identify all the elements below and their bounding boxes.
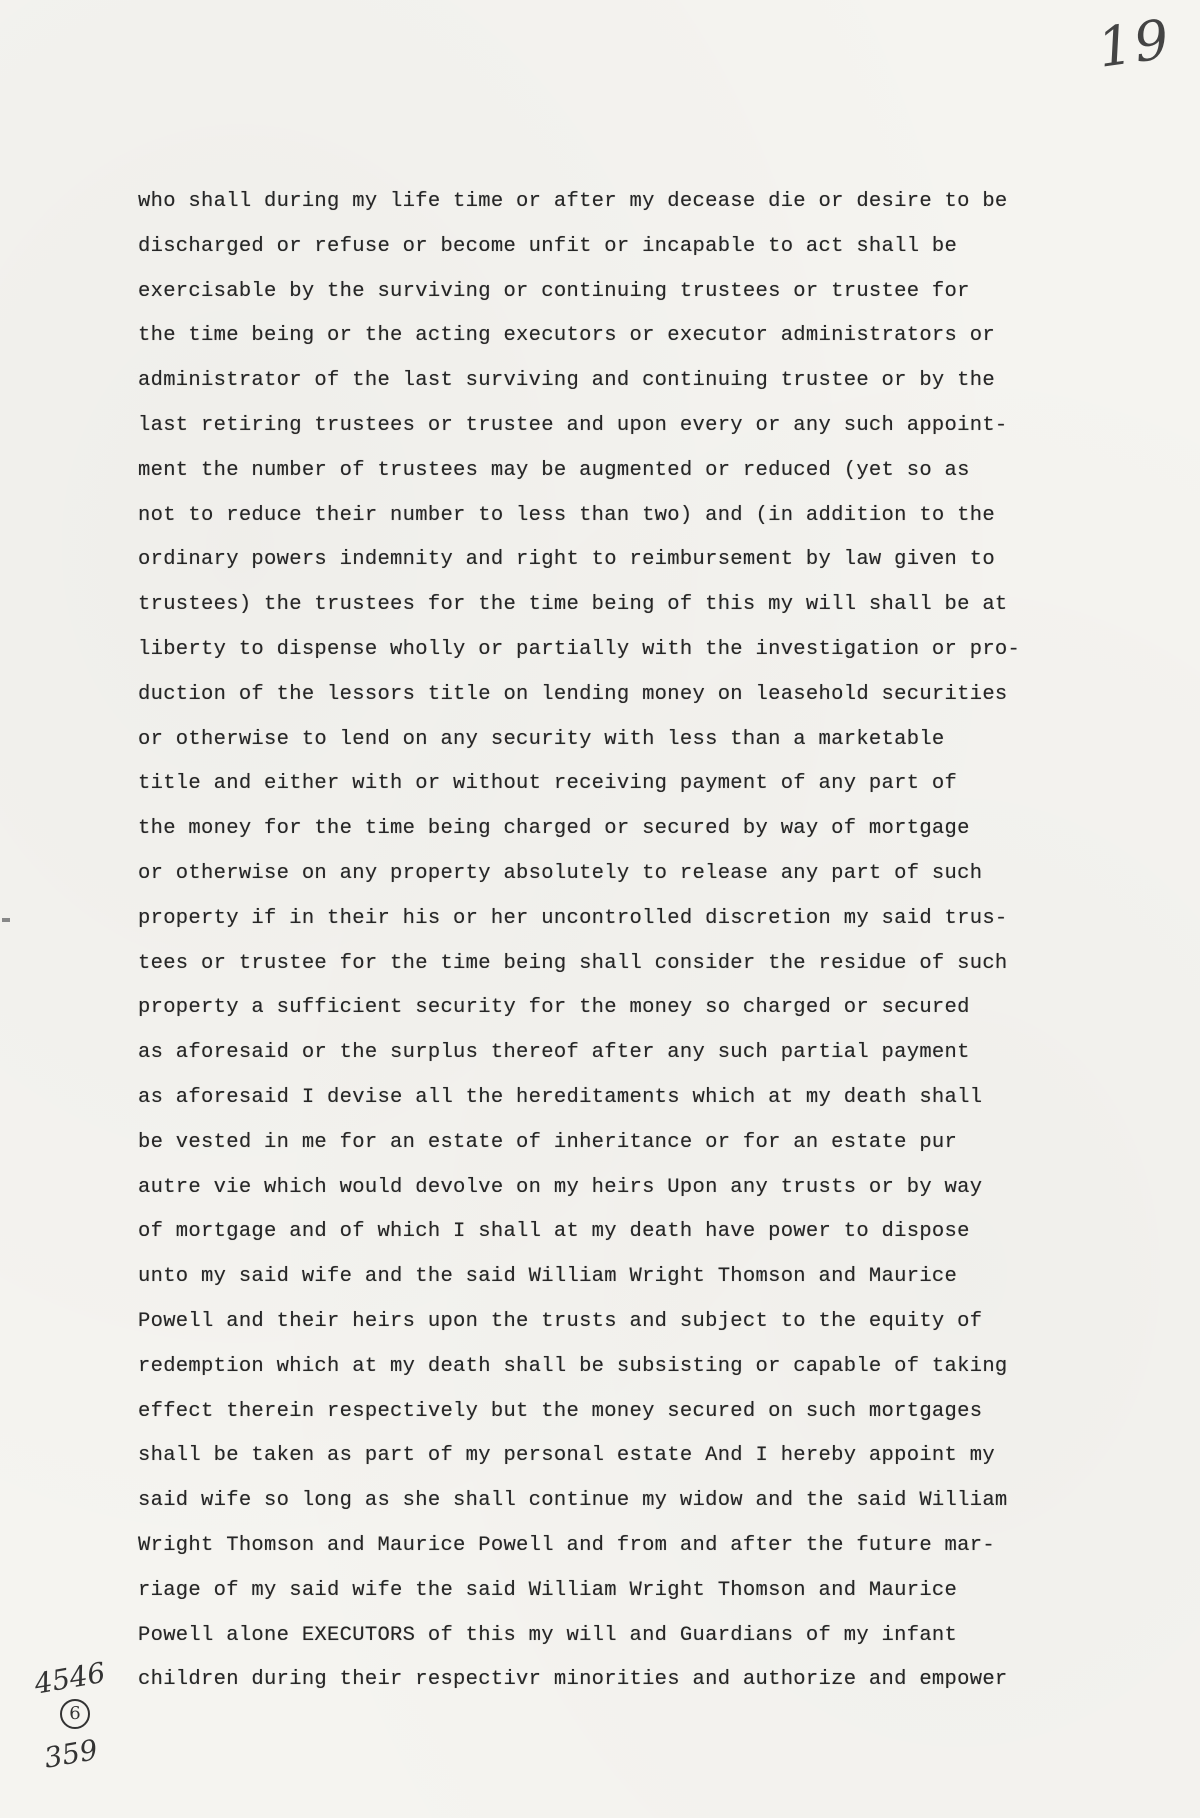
text-line: effect therein respectively but the money secured on such mortgages [138,1399,983,1423]
text-line: ment the number of trustees may be augmented or reduced (yet so as [138,458,970,482]
margin-note-number: 359 [41,1733,101,1775]
text-line: or otherwise on any property absolutely to release any part of such [138,861,983,885]
text-line: tees or trustee for the time being shall consider the residue of such [138,951,1008,975]
text-line: Powell and their heirs upon the trusts and subject to the equity of [138,1309,983,1333]
text-line: ordinary powers indemnity and right to reimbursement by law given to [138,548,995,572]
margin-note-circled-number: 6 [60,1699,90,1729]
text-line: said wife so long as she shall continue my widow and the said William [138,1489,1008,1513]
text-line: shall be taken as part of my personal estate And I hereby appoint my [138,1444,995,1468]
text-line: of mortgage and of which I shall at my death have power to dispose [138,1220,970,1244]
text-line: be vested in me for an estate of inheritance or for an estate pur [138,1130,958,1154]
text-line: exercisable by the surviving or continuing trustees or trustee for [138,279,970,303]
text-line: Wright Thomson and Maurice Powell and from and after the future mar- [138,1533,995,1557]
margin-tick-mark [2,918,10,922]
text-line: duction of the lessors title on lending money on leasehold securities [138,682,1008,706]
text-line: children during their respectivr minorities and authorize and empower [138,1668,1008,1692]
body-text [138,180,1178,1703]
handwritten-margin-note [30,1655,125,1775]
text-line: autre vie which would devolve on my heirs Upon any trusts or by way [138,1175,983,1199]
text-line: who shall during my life time or after my decease die or desire to be [138,190,1008,213]
text-line: Powell alone EXECUTORS of this my will and Guardians of my infant [138,1623,958,1647]
text-line: redemption which at my death shall be subsisting or capable of taking [138,1354,1008,1378]
text-line: title and either with or without receiving payment of any part of [138,772,958,796]
text-line: not to reduce their number to less than two) and (in addition to the [138,503,995,527]
text-line: the money for the time being charged or secured by way of mortgage [138,817,970,841]
text-line: riage of my said wife the said William Wright Thomson and Maurice [138,1578,958,1602]
text-line: the time being or the acting executors or executor administrators or [138,324,995,348]
page-number: 19 [1093,7,1175,80]
text-line: last retiring trustees or trustee and upon every or any such appoint- [138,413,1008,437]
text-line: discharged or refuse or become unfit or incapable to act shall be [138,234,958,258]
text-line: trustees) the trustees for the time being of this my will shall be at [138,593,1008,617]
text-line: administrator of the last surviving and continuing trustee or by the [138,369,995,393]
text-line: liberty to dispense wholly or partially with the investigation or pro- [138,637,1021,661]
margin-note-number: 4546 [31,1655,108,1701]
text-line: as aforesaid or the surplus thereof after any such partial payment [138,1041,970,1065]
text-line: property a sufficient security for the money so charged or secured [138,996,970,1020]
text-line: or otherwise to lend on any security with less than a marketable [138,727,945,751]
text-line: as aforesaid I devise all the hereditaments which at my death shall [138,1085,983,1109]
text-line: property if in their his or her uncontrolled discretion my said trus- [138,906,1008,930]
text-line: unto my said wife and the said William Wright Thomson and Maurice [138,1265,958,1289]
